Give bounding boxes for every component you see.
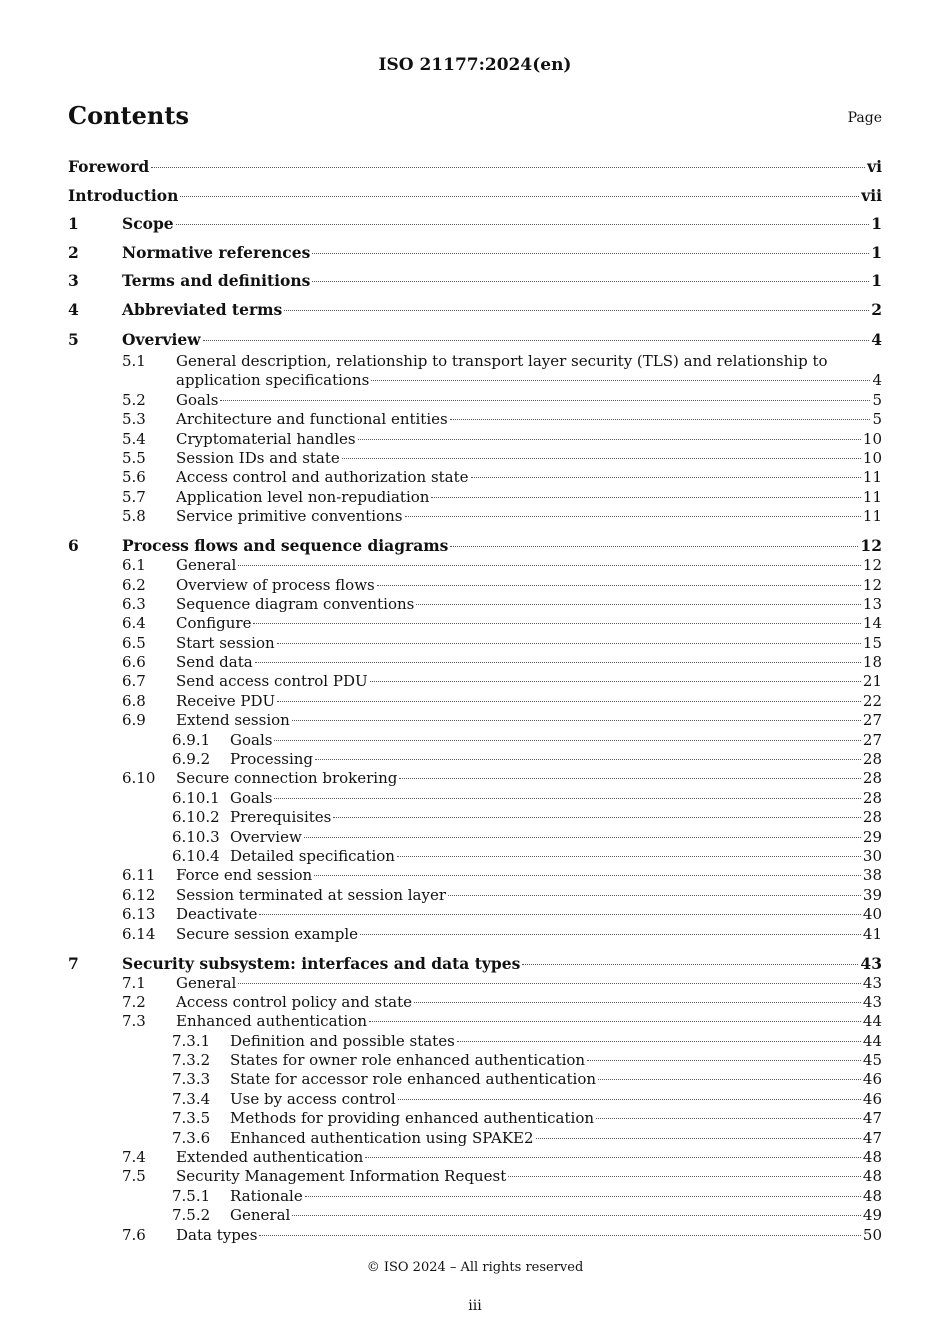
leader-dots — [277, 701, 861, 702]
toc-title: Service primitive conventions — [176, 507, 403, 526]
toc-number: 6.12 — [122, 885, 156, 904]
leader-dots — [414, 1002, 861, 1003]
toc-page: 1 — [871, 271, 882, 290]
toc-page: 50 — [862, 1225, 882, 1244]
leader-dots — [151, 167, 865, 168]
leader-dots — [370, 681, 861, 682]
toc-entry-5-5[interactable] — [68, 449, 882, 468]
leader-dots — [277, 643, 861, 644]
copyright-footer: © ISO 2024 – All rights reserved — [366, 1260, 584, 1275]
leader-dots — [522, 964, 858, 965]
toc-page: 11 — [862, 507, 882, 526]
toc-number: 3 — [68, 271, 79, 290]
leader-dots — [284, 310, 869, 311]
toc-entry-6-5[interactable] — [68, 634, 882, 653]
leader-dots — [342, 458, 861, 459]
leader-dots — [304, 837, 861, 838]
toc-title: Goals — [230, 730, 273, 749]
toc-page: 38 — [862, 866, 882, 885]
leader-dots — [416, 604, 861, 605]
leader-dots — [255, 662, 861, 663]
toc-page: 28 — [862, 788, 882, 807]
toc-entry-7-2[interactable] — [68, 993, 882, 1012]
toc-page: 28 — [862, 769, 882, 788]
toc-number: 7.5 — [122, 1167, 146, 1186]
leader-dots — [315, 759, 861, 760]
toc-number: 5.1 — [122, 352, 146, 370]
toc-page: 10 — [862, 429, 882, 448]
toc-number: 7.1 — [122, 973, 146, 992]
toc-page: 28 — [862, 750, 882, 769]
toc-number: 6.13 — [122, 905, 156, 924]
toc-number: 5.8 — [122, 507, 146, 526]
toc-title: Secure session example — [176, 924, 359, 943]
toc-page: 14 — [862, 614, 882, 633]
toc-number: 5.6 — [122, 468, 146, 487]
toc-entry-7[interactable] — [68, 954, 882, 974]
toc-page: 1 — [871, 214, 882, 233]
toc-page: 46 — [862, 1070, 882, 1089]
toc-number: 7.3.2 — [172, 1051, 211, 1070]
toc-entry-5[interactable] — [68, 328, 882, 352]
toc-page: 11 — [862, 487, 882, 506]
toc-page: 47 — [862, 1109, 882, 1128]
leader-dots — [312, 253, 869, 254]
leader-dots — [587, 1060, 861, 1061]
leader-dots — [314, 875, 861, 876]
leader-dots — [305, 1196, 861, 1197]
toc-entry-7-4[interactable] — [68, 1148, 882, 1167]
toc-number: 6.9 — [122, 711, 146, 730]
toc-page: 27 — [862, 711, 882, 730]
toc-page: 44 — [862, 1031, 882, 1050]
toc-title: Access control and authorization state — [176, 468, 469, 487]
toc-title: Extend session — [176, 711, 290, 730]
toc-page: 11 — [862, 468, 882, 487]
toc-page: 46 — [862, 1089, 882, 1108]
toc-number: 6.1 — [122, 556, 146, 575]
leader-dots — [448, 895, 861, 896]
toc-number: 5.4 — [122, 429, 146, 448]
toc-number: 7.3.4 — [172, 1089, 211, 1108]
toc-entry-6-9-1[interactable] — [68, 731, 882, 750]
toc-title: Foreword — [68, 157, 150, 176]
toc-title: Detailed specification — [230, 846, 395, 865]
leader-dots — [450, 546, 858, 547]
toc-title: Force end session — [176, 866, 313, 885]
toc-title: State for accessor role enhanced authentication — [230, 1070, 597, 1089]
toc-entry-6-13[interactable] — [68, 905, 882, 924]
toc-page: 27 — [862, 730, 882, 749]
toc-entry-6-4[interactable] — [68, 614, 882, 633]
leader-dots — [369, 1021, 861, 1022]
toc-entry-5-6[interactable] — [68, 468, 882, 487]
toc-page: 28 — [862, 808, 882, 827]
toc-title: Sequence diagram conventions — [176, 594, 415, 613]
toc-page: 18 — [862, 653, 882, 672]
toc-number: 6.6 — [122, 653, 146, 672]
toc-entry-6[interactable] — [68, 536, 882, 556]
toc-entry-3[interactable] — [68, 267, 882, 296]
toc-page: vi — [867, 157, 882, 176]
toc-title: Security subsystem: interfaces and data types — [122, 953, 521, 973]
toc-entry-6-2[interactable] — [68, 576, 882, 595]
toc-entry-7-3-5[interactable] — [68, 1109, 882, 1128]
toc-number: 6.10 — [122, 769, 156, 788]
toc-entry-5-3[interactable] — [68, 410, 882, 429]
leader-dots — [259, 1235, 861, 1236]
leader-dots — [253, 623, 860, 624]
toc-entry-7-3[interactable] — [68, 1012, 882, 1031]
toc-number: 7 — [68, 953, 79, 973]
leader-dots — [536, 1138, 861, 1139]
toc-entry-1[interactable] — [68, 210, 882, 239]
toc-number: 6.14 — [122, 924, 156, 943]
toc-entry-5-1-line2[interactable] — [68, 371, 882, 390]
toc-title: Overview — [122, 330, 201, 349]
leader-dots — [333, 817, 861, 818]
leader-dots — [312, 281, 869, 282]
toc-number: 7.5.1 — [172, 1186, 211, 1205]
toc-title: Overview — [230, 827, 302, 846]
leader-dots — [371, 380, 870, 381]
toc-title: Overview of process flows — [176, 575, 375, 594]
toc-entry-7-3-4[interactable] — [68, 1090, 882, 1109]
toc-title: Session terminated at session layer — [176, 885, 447, 904]
toc-title: General description, relationship to transport layer security (TLS) and relationship to — [176, 352, 828, 370]
toc-number: 6.4 — [122, 614, 146, 633]
toc-number: 6.2 — [122, 575, 146, 594]
toc-entry-6-12[interactable] — [68, 886, 882, 905]
toc-entry-4[interactable] — [68, 296, 882, 325]
toc-title: Enhanced authentication using SPAKE2 — [230, 1128, 534, 1147]
toc-page: 22 — [862, 691, 882, 710]
toc-title: Session IDs and state — [176, 448, 340, 467]
toc-title: Terms and definitions — [122, 271, 311, 290]
toc-page: vii — [861, 185, 882, 205]
page-number: iii — [468, 1298, 482, 1314]
toc-page: 39 — [862, 885, 882, 904]
toc-page: 12 — [862, 556, 882, 575]
toc-title: Send data — [176, 653, 253, 672]
toc-title: Extended authentication — [176, 1148, 364, 1167]
toc-entry-6-8[interactable] — [68, 692, 882, 711]
toc-number: 2 — [68, 242, 79, 262]
toc-entry-6-11[interactable] — [68, 866, 882, 885]
leader-dots — [274, 798, 860, 799]
toc-entry-7-3-2[interactable] — [68, 1051, 882, 1070]
toc-page: 49 — [862, 1206, 882, 1225]
leader-dots — [399, 778, 861, 779]
toc-title: Prerequisites — [230, 808, 332, 827]
toc-page: 48 — [862, 1167, 882, 1186]
leader-dots — [358, 439, 861, 440]
toc-entry-7-5-2[interactable] — [68, 1206, 882, 1225]
toc-number: 6.10.1 — [172, 788, 220, 807]
toc-title: Scope — [122, 214, 174, 233]
toc-page: 43 — [860, 953, 882, 973]
toc-title: Architecture and functional entities — [176, 410, 448, 429]
toc-title: States for owner role enhanced authentication — [230, 1051, 586, 1070]
contents-title: Contents — [68, 101, 189, 130]
toc-title: Methods for providing enhanced authentication — [230, 1109, 595, 1128]
leader-dots — [176, 224, 870, 225]
toc-number: 7.3 — [122, 1012, 146, 1031]
leader-dots — [508, 1176, 861, 1177]
leader-dots — [259, 914, 861, 915]
toc-entry-6-10-4[interactable] — [68, 847, 882, 866]
toc-title: Introduction — [68, 185, 179, 205]
toc-number: 5.2 — [122, 390, 146, 409]
toc-page: 5 — [872, 410, 882, 429]
toc-number: 5.3 — [122, 410, 146, 429]
toc-entry-6-14[interactable] — [68, 925, 882, 944]
toc-entry-6-10-2[interactable] — [68, 808, 882, 827]
toc-title: Security Management Information Request — [176, 1167, 507, 1186]
toc-page: 29 — [862, 827, 882, 846]
toc-title: Receive PDU — [176, 691, 276, 710]
leader-dots — [471, 477, 861, 478]
toc-entry-5-7[interactable] — [68, 488, 882, 507]
toc-number: 6.10.4 — [172, 846, 220, 865]
toc-title: Process flows and sequence diagrams — [122, 536, 449, 556]
page-column-label: Page — [847, 110, 882, 126]
toc-number: 6.7 — [122, 672, 146, 691]
toc-title: Application level non-repudiation — [176, 487, 430, 506]
toc-page: 43 — [862, 992, 882, 1011]
toc-number: 6.10.3 — [172, 827, 220, 846]
leader-dots — [180, 196, 859, 197]
toc-title: Access control policy and state — [176, 992, 412, 1011]
leader-dots — [457, 1041, 861, 1042]
toc-number: 6.9.2 — [172, 750, 211, 769]
toc-title: Processing — [230, 750, 314, 769]
leader-dots — [365, 1157, 861, 1158]
toc-page: 2 — [871, 299, 882, 319]
leader-dots — [405, 516, 861, 517]
leader-dots — [292, 1215, 861, 1216]
toc-entry-7-5[interactable] — [68, 1167, 882, 1186]
toc-entry-7-3-3[interactable] — [68, 1070, 882, 1089]
toc-number: 6 — [68, 536, 79, 556]
leader-dots — [397, 856, 861, 857]
toc-entry-5-1-line1[interactable] — [68, 352, 882, 371]
leader-dots — [398, 1099, 861, 1100]
toc-number: 7.4 — [122, 1148, 146, 1167]
toc-entry-6-10-3[interactable] — [68, 828, 882, 847]
toc-title-continued: application specifications — [176, 371, 370, 390]
toc-entry-7-1[interactable] — [68, 974, 882, 993]
toc-page: 43 — [862, 973, 882, 992]
leader-dots — [203, 340, 870, 341]
toc-number: 6.11 — [122, 866, 156, 885]
toc-entry-6-1[interactable] — [68, 556, 882, 575]
toc-title: Enhanced authentication — [176, 1012, 368, 1031]
toc-page: 47 — [862, 1128, 882, 1147]
toc-number: 6.5 — [122, 633, 146, 652]
toc-entry-6-6[interactable] — [68, 653, 882, 672]
leader-dots — [238, 983, 861, 984]
toc-title: Send access control PDU — [176, 672, 368, 691]
toc-title: General — [230, 1206, 291, 1225]
toc-number: 7.3.5 — [172, 1109, 211, 1128]
toc-title: Abbreviated terms — [122, 299, 283, 319]
toc-page: 41 — [862, 924, 882, 943]
toc-entry-5-2[interactable] — [68, 391, 882, 410]
toc-entry-7-5-1[interactable] — [68, 1187, 882, 1206]
toc-number: 7.3.6 — [172, 1128, 211, 1147]
leader-dots — [431, 497, 860, 498]
toc-entry-6-7[interactable] — [68, 672, 882, 691]
toc-title: Deactivate — [176, 905, 258, 924]
toc-page: 48 — [862, 1148, 882, 1167]
toc-number: 6.9.1 — [172, 730, 211, 749]
toc-number: 6.8 — [122, 691, 146, 710]
leader-dots — [377, 585, 861, 586]
toc-title: Use by access control — [230, 1089, 396, 1108]
leader-dots — [598, 1079, 861, 1080]
leader-dots — [596, 1118, 861, 1119]
toc-entry-2[interactable] — [68, 239, 882, 268]
toc-number: 7.5.2 — [172, 1206, 211, 1225]
toc-number: 7.6 — [122, 1225, 146, 1244]
toc-entry-6-10-1[interactable] — [68, 789, 882, 808]
toc-page: 10 — [862, 448, 882, 467]
toc-title: Rationale — [230, 1186, 303, 1205]
toc-number: 7.2 — [122, 992, 146, 1011]
toc-entry-6-3[interactable] — [68, 595, 882, 614]
toc-entry-7-6[interactable] — [68, 1226, 882, 1245]
toc-number: 5 — [68, 330, 79, 349]
table-of-contents — [68, 153, 882, 1245]
toc-entry-6-9-2[interactable] — [68, 750, 882, 769]
toc-title: Start session — [176, 633, 275, 652]
toc-title: General — [176, 556, 237, 575]
toc-entry-6-10[interactable] — [68, 769, 882, 788]
toc-title: Normative references — [122, 242, 311, 262]
toc-entry-6-9[interactable] — [68, 711, 882, 730]
toc-page: 5 — [872, 390, 882, 409]
toc-title: Secure connection brokering — [176, 769, 398, 788]
leader-dots — [360, 934, 861, 935]
toc-title: Definition and possible states — [230, 1031, 455, 1050]
toc-page: 1 — [871, 242, 882, 262]
toc-entry-7-3-6[interactable] — [68, 1129, 882, 1148]
toc-page: 30 — [862, 846, 882, 865]
toc-entry-7-3-1[interactable] — [68, 1032, 882, 1051]
toc-page: 15 — [862, 633, 882, 652]
leader-dots — [274, 740, 860, 741]
toc-page: 12 — [862, 575, 882, 594]
toc-number: 5.7 — [122, 487, 146, 506]
document-header: ISO 21177:2024(en) — [378, 55, 572, 75]
toc-page: 48 — [862, 1186, 882, 1205]
toc-title: General — [176, 973, 237, 992]
toc-number: 1 — [68, 214, 79, 233]
toc-entry-foreword[interactable] — [68, 153, 882, 182]
toc-title: Configure — [176, 614, 252, 633]
toc-page: 45 — [862, 1051, 882, 1070]
toc-entry-introduction[interactable] — [68, 182, 882, 211]
toc-entry-5-8[interactable] — [68, 507, 882, 526]
toc-title: Data types — [176, 1225, 258, 1244]
toc-number: 4 — [68, 299, 79, 319]
toc-page: 13 — [862, 594, 882, 613]
toc-number: 5.5 — [122, 448, 146, 467]
leader-dots — [450, 419, 871, 420]
toc-number: 7.3.3 — [172, 1070, 211, 1089]
toc-page: 4 — [872, 371, 882, 390]
toc-number: 6.10.2 — [172, 808, 220, 827]
leader-dots — [292, 720, 861, 721]
toc-page: 4 — [871, 330, 882, 349]
leader-dots — [238, 565, 861, 566]
toc-page: 40 — [862, 905, 882, 924]
toc-page: 12 — [860, 536, 882, 556]
toc-entry-5-4[interactable] — [68, 430, 882, 449]
toc-number: 7.3.1 — [172, 1031, 211, 1050]
toc-title: Cryptomaterial handles — [176, 429, 356, 448]
toc-number: 6.3 — [122, 594, 146, 613]
toc-page: 21 — [862, 672, 882, 691]
toc-title: Goals — [176, 390, 219, 409]
toc-page: 44 — [862, 1012, 882, 1031]
toc-title: Goals — [230, 788, 273, 807]
leader-dots — [220, 400, 870, 401]
